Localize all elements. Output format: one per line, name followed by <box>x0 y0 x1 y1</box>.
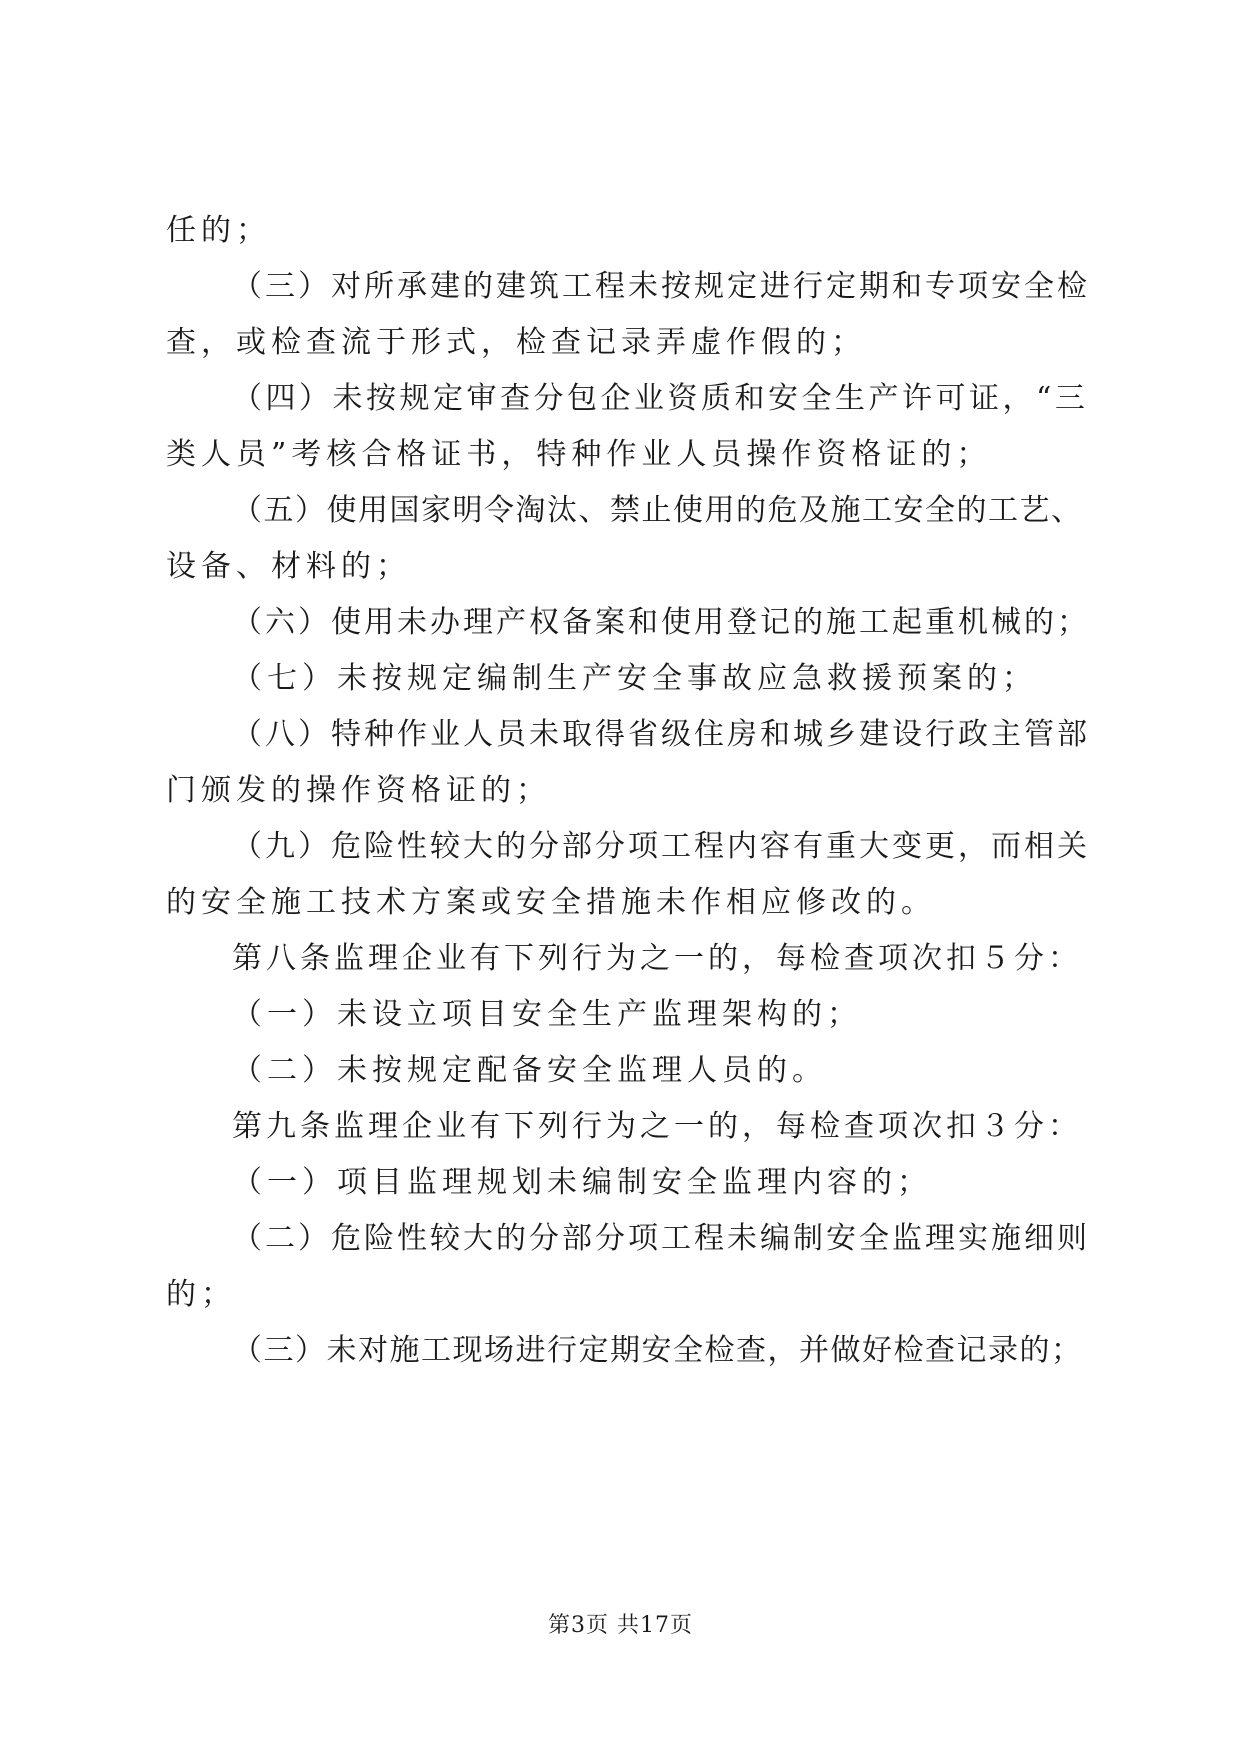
text-line-4: （四）未按规定审查分包企业资质和安全生产许可证，“三 <box>232 381 1089 416</box>
text-line-7: 设备、材料的； <box>166 549 411 584</box>
text-line-17: 第九条监理企业有下列行为之一的，每检查项次扣３分： <box>232 1109 1082 1144</box>
text-line-3: 查，或检查流于形式，检查记录弄虚作假的； <box>166 325 866 360</box>
text-line-19: （二）危险性较大的分部分项工程未编制安全监理实施细则 <box>232 1221 1090 1256</box>
text-line-21: （三）未对施工现场进行定期安全检查，并做好检查记录的； <box>232 1333 1083 1368</box>
text-line-20: 的； <box>166 1277 236 1312</box>
text-line-14: 第八条监理企业有下列行为之一的，每检查项次扣５分： <box>232 941 1082 976</box>
text-line-11: 门颁发的操作资格证的； <box>166 773 551 808</box>
text-line-16: （二）未按规定配备安全监理人员的。 <box>232 1053 827 1088</box>
text-line-6: （五）使用国家明令淘汰、禁止使用的危及施工安全的工艺、 <box>232 493 1083 528</box>
text-line-13: 的安全施工技术方案或安全措施未作相应修改的。 <box>166 885 936 920</box>
text-line-8: （六）使用未办理产权备案和使用登记的施工起重机械的； <box>232 605 1090 640</box>
text-line-1: 任的； <box>166 213 271 248</box>
page-footer: 第3页 共17页 <box>548 1613 693 1638</box>
text-line-15: （一）未设立项目安全生产监理架构的； <box>232 997 862 1032</box>
text-line-18: （一）项目监理规划未编制安全监理内容的； <box>232 1165 932 1200</box>
text-line-10: （八）特种作业人员未取得省级住房和城乡建设行政主管部 <box>232 717 1090 752</box>
text-line-9: （七）未按规定编制生产安全事故应急救援预案的； <box>232 661 1037 696</box>
text-line-5: 类人员”考核合格证书，特种作业人员操作资格证的； <box>166 437 992 472</box>
text-line-12: （九）危险性较大的分部分项工程内容有重大变更，而相关 <box>232 829 1090 864</box>
text-line-2: （三）对所承建的建筑工程未按规定进行定期和专项安全检 <box>232 269 1090 304</box>
